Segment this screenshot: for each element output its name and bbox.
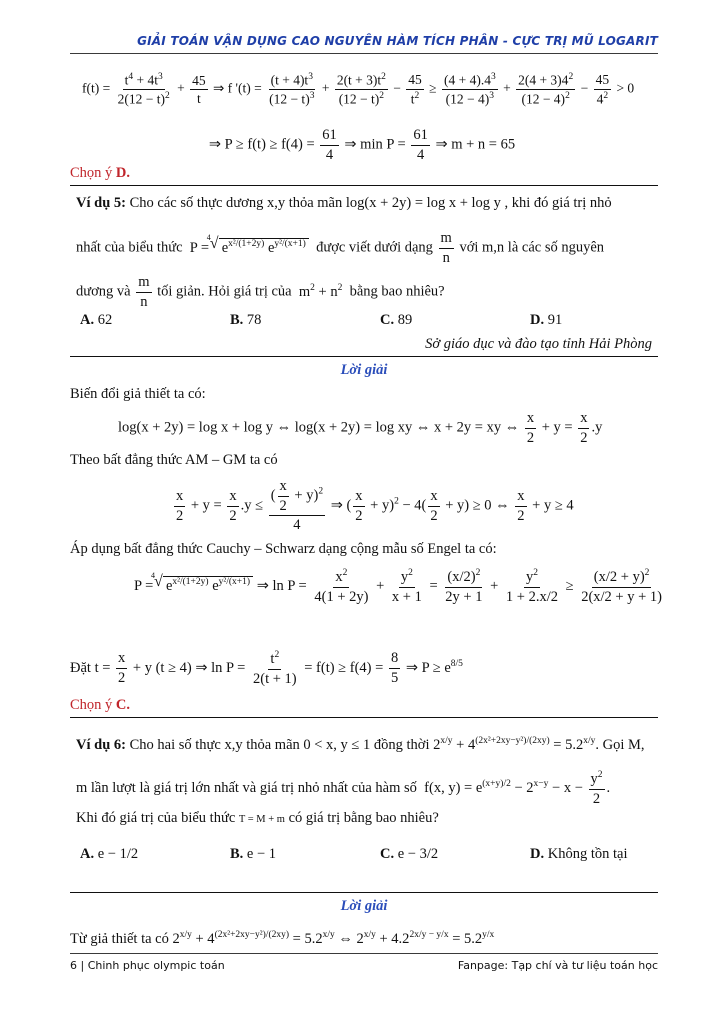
- example-6-line3: Khi đó giá trị của biểu thức T = M + m có giá trị bằng bao nhiêu?: [76, 810, 439, 826]
- answer-choice-1: Chọn ý D.: [70, 165, 131, 181]
- answer-choice-2: Chọn ý C.: [70, 697, 131, 713]
- solution-5-eq2: $\frac{x}{2}$ + y = $\frac{x}{2}$ .y ≤ ( $\frac{x}{2}$ + y)$^2$ 4 ⇒ ( $\frac{x}{2}$ + y)$^2$ − 4( $\frac{x}{2}$ + y) ≥ 0 ⇔ $\frac{x}{2}$ + y ≥ 4: [176, 478, 574, 534]
- equation-min-p: ⇒ P ≥ f(t) ≥ f(4) = $\frac{61}{4}$ ⇒ min P = $\frac{61}{4}$ ⇒ m + n = 65: [208, 127, 516, 163]
- solution-5-p3: Áp dụng bất đẳng thức Cauchy – Schwarz dạng cộng mẫu số Engel ta có:: [70, 541, 497, 557]
- solution-5-p1: Biến đổi giả thiết ta có:: [70, 386, 206, 402]
- option-b: B. 78: [230, 312, 262, 328]
- option-d: D. 91: [530, 312, 563, 328]
- page-header: [70, 28, 658, 54]
- equation-f-derivative: f(t) = $\frac{t^4 + 4t^3}{2(12 - t)^2}$ + $\frac{45}{t}$ ⇒ f '(t) = $\frac{(t + 4)t^3}{(12 - t)^3}$ + $\frac{2(t + 3)t^2}{(12 - t)^2}$ − $\frac{45}{t^2}$ ≥ $\frac{(4 + 4).4^3}{(12 - 4)^3}$ + $\frac{2(4 + 3)4^2}{(12 - 4)^2}$ − $\frac{45}{4^2}$ > 0: [82, 72, 635, 107]
- example-5-line3: dương và $\frac{m}{n}$ tối giản. Hỏi giá trị của $m^2 + n^2$ bằng bao nhiêu?: [76, 274, 445, 310]
- header-title: GIẢI TOÁN VẬN DỤNG CAO NGUYÊN HÀM TÍCH PHÂN - CỰC TRỊ MŨ LOGARIT: [137, 34, 658, 48]
- solution-6-p1: Từ giả thiết ta có $2^{x/y} + 4^{(2x^2+2xy-y^2)/(2xy)} = 5.2^{x/y}$ ⇔ $2^{x/y} + 4.2^{2x/y - y/x} = 5.2^{y/x}$: [70, 930, 495, 947]
- example-5-line1: Ví dụ 5: Cho các số thực dương x,y thỏa mãn log(x + 2y) = log x + log y , khi đó giá trị nhỏ: [76, 195, 612, 211]
- example-5-source: Sở giáo dục và đào tạo tỉnh Hải Phòng: [425, 336, 652, 352]
- example-5-box: [70, 185, 658, 357]
- option-a: A. 62: [80, 312, 113, 328]
- example-6-box: [70, 717, 658, 893]
- page-footer: [70, 953, 658, 973]
- solution-5-eq4: Đặt t = $\frac{x}{2}$ + y (t ≥ 4) ⇒ ln P = $\frac{t^2}{2(t + 1)}$ = f(t) ≥ f(4) = $\frac{8}{5}$ ⇒ $P \ge e^{8/5}$: [70, 650, 463, 687]
- example-5-line2: nhất của biểu thức P = √ 4 $e^{x^2/(1+2y)}$ $e^{y^2/(x+1)}$ được viết dưới dạng $\frac{m}{n}$ với m,n là các số nguyên: [76, 230, 652, 266]
- option-d: D. Không tồn tại: [530, 846, 628, 862]
- example-6-line1: Ví dụ 6: Cho hai số thực x,y thỏa mãn 0 < x, y ≤ 1 đồng thời $2^{x/y} + 4^{(2x^2+2xy-y^2)/(2xy)} = 5.2^{x/y}$. Gọi M,: [76, 736, 645, 753]
- solution-5-eq1: log(x + 2y) = log x + log y ⇔ log(x + 2y) = log xy ⇔ x + 2y = xy ⇔ $\frac{x}{2}$ + y = $\frac{x}{2}$ .y: [118, 410, 603, 446]
- option-c: C. e − 3/2: [380, 846, 439, 862]
- solution-6-heading: Lời giải: [340, 898, 388, 914]
- option-c: C. 89: [380, 312, 413, 328]
- solution-5-p2: Theo bất đẳng thức AM – GM ta có: [70, 452, 278, 468]
- footer-page-info: 6 | Chinh phục olympic toán: [70, 959, 225, 972]
- solution-5-eq3: P = √ 4 $e^{x^2/(1+2y)}$ $e^{y^2/(x+1)}$ ⇒ ln P = $\frac{x^2}{4(1 + 2y)}$ + $\frac{y^2}{x + 1}$ = $\frac{(x/2)^2}{2y + 1}$ + $\frac{y^2}{1 + 2.x/2}$ ≥ $\frac{(x/2 + y)^2}{2(x/2 + y + 1)}$: [134, 568, 658, 605]
- solution-5-heading: Lời giải: [340, 362, 388, 378]
- option-a: A. e − 1/2: [80, 846, 139, 862]
- example-6-line2: m lần lượt là giá trị lớn nhất và giá trị nhỏ nhất của hàm số f(x, $y) = e^{(x+y)/2} - 2^{x-y} - x$ − $\frac{y^2}{2}$ .: [76, 770, 611, 807]
- option-b: B. e − 1: [230, 846, 277, 862]
- footer-fanpage: Fanpage: Tạp chí và tư liệu toán học: [457, 959, 658, 972]
